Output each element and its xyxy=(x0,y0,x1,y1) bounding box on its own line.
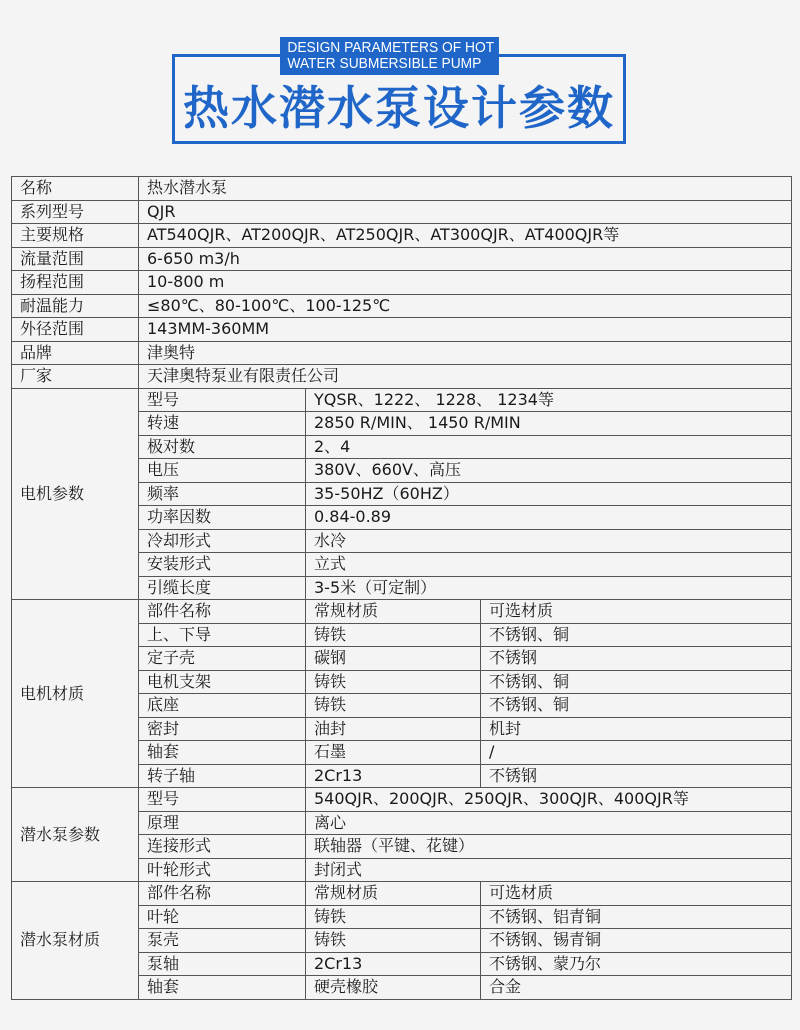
page-header xyxy=(0,0,800,175)
part-name: 轴套 xyxy=(139,741,306,765)
part-name: 电机支架 xyxy=(139,670,306,694)
part-name: 叶轮 xyxy=(139,905,306,929)
param-label: 频率 xyxy=(139,482,306,506)
param-label: 功率因数 xyxy=(139,506,306,530)
table-row xyxy=(12,318,792,342)
normal-material: 2Cr13 xyxy=(306,952,481,976)
section-title: 潜水泵参数 xyxy=(12,788,139,882)
param-value: 立式 xyxy=(306,553,792,577)
table-row xyxy=(12,788,792,812)
param-value: 540QJR、200QJR、250QJR、300QJR、400QJR等 xyxy=(306,788,792,812)
row-value: 6-650 m3/h xyxy=(139,247,792,271)
optional-material: 机封 xyxy=(481,717,792,741)
normal-material: 硬壳橡胶 xyxy=(306,976,481,1000)
param-value: 联轴器（平键、花键） xyxy=(306,835,792,859)
param-label: 安装形式 xyxy=(139,553,306,577)
section-title: 潜水泵材质 xyxy=(12,882,139,1000)
optional-material: 不锈钢、铜 xyxy=(481,694,792,718)
param-value: 封闭式 xyxy=(306,858,792,882)
optional-material: 合金 xyxy=(481,976,792,1000)
optional-material: 不锈钢 xyxy=(481,647,792,671)
param-label: 叶轮形式 xyxy=(139,858,306,882)
part-name: 定子壳 xyxy=(139,647,306,671)
part-name: 上、下导 xyxy=(139,623,306,647)
param-label: 极对数 xyxy=(139,435,306,459)
normal-material: 铸铁 xyxy=(306,670,481,694)
row-label: 耐温能力 xyxy=(12,294,139,318)
param-label: 冷却形式 xyxy=(139,529,306,553)
row-label: 名称 xyxy=(12,177,139,201)
row-label: 品牌 xyxy=(12,341,139,365)
part-name: 泵轴 xyxy=(139,952,306,976)
normal-material: 油封 xyxy=(306,717,481,741)
row-value: 热水潜水泵 xyxy=(139,177,792,201)
normal-material: 铸铁 xyxy=(306,929,481,953)
table-row xyxy=(12,271,792,295)
row-value: AT540QJR、AT200QJR、AT250QJR、AT300QJR、AT400QJR等 xyxy=(139,224,792,248)
spec-table xyxy=(11,176,792,1000)
param-label: 连接形式 xyxy=(139,835,306,859)
optional-material: 不锈钢、铝青铜 xyxy=(481,905,792,929)
table-row xyxy=(12,365,792,389)
row-label: 外径范围 xyxy=(12,318,139,342)
table-row xyxy=(12,177,792,201)
param-value: 35-50HZ（60HZ） xyxy=(306,482,792,506)
optional-material: / xyxy=(481,741,792,765)
row-label: 扬程范围 xyxy=(12,271,139,295)
table-row xyxy=(12,882,792,906)
normal-material: 碳钢 xyxy=(306,647,481,671)
param-value: 3-5米（可定制） xyxy=(306,576,792,600)
part-name: 部件名称 xyxy=(139,882,306,906)
part-name: 底座 xyxy=(139,694,306,718)
optional-material: 不锈钢、铜 xyxy=(481,623,792,647)
param-value: 离心 xyxy=(306,811,792,835)
normal-material: 常规材质 xyxy=(306,882,481,906)
row-value: 143MM-360MM xyxy=(139,318,792,342)
normal-material: 石墨 xyxy=(306,741,481,765)
param-label: 原理 xyxy=(139,811,306,835)
table-row xyxy=(12,247,792,271)
table-row xyxy=(12,341,792,365)
section-title: 电机参数 xyxy=(12,388,139,600)
part-name: 轴套 xyxy=(139,976,306,1000)
english-title-line-2: WATER SUBMERSIBLE PUMP xyxy=(287,55,482,72)
part-name: 密封 xyxy=(139,717,306,741)
row-value: 10-800 m xyxy=(139,271,792,295)
param-value: 0.84-0.89 xyxy=(306,506,792,530)
row-value: ≤80℃、80-100℃、100-125℃ xyxy=(139,294,792,318)
part-name: 泵壳 xyxy=(139,929,306,953)
param-label: 型号 xyxy=(139,388,306,412)
param-value: 水冷 xyxy=(306,529,792,553)
part-name: 转子轴 xyxy=(139,764,306,788)
normal-material: 铸铁 xyxy=(306,905,481,929)
param-label: 转速 xyxy=(139,412,306,436)
optional-material: 可选材质 xyxy=(481,600,792,624)
table-row xyxy=(12,388,792,412)
param-label: 引缆长度 xyxy=(139,576,306,600)
param-label: 型号 xyxy=(139,788,306,812)
english-title-line-1: DESIGN PARAMETERS OF HOT xyxy=(287,39,495,56)
table-row xyxy=(12,200,792,224)
row-value: 津奥特 xyxy=(139,341,792,365)
table-row xyxy=(12,294,792,318)
param-label: 电压 xyxy=(139,459,306,483)
normal-material: 铸铁 xyxy=(306,694,481,718)
optional-material: 不锈钢、蒙乃尔 xyxy=(481,952,792,976)
row-value: 天津奥特泵业有限责任公司 xyxy=(139,365,792,389)
optional-material: 不锈钢、铜 xyxy=(481,670,792,694)
row-label: 流量范围 xyxy=(12,247,139,271)
optional-material: 不锈钢 xyxy=(481,764,792,788)
part-name: 部件名称 xyxy=(139,600,306,624)
normal-material: 常规材质 xyxy=(306,600,481,624)
row-label: 系列型号 xyxy=(12,200,139,224)
table-row xyxy=(12,600,792,624)
param-value: 2850 R/MIN、 1450 R/MIN xyxy=(306,412,792,436)
optional-material: 不锈钢、锡青铜 xyxy=(481,929,792,953)
row-label: 厂家 xyxy=(12,365,139,389)
row-label: 主要规格 xyxy=(12,224,139,248)
page-title: 热水潜水泵设计参数 xyxy=(183,81,615,135)
english-title-badge xyxy=(280,37,499,75)
param-value: YQSR、1222、 1228、 1234等 xyxy=(306,388,792,412)
row-value: QJR xyxy=(139,200,792,224)
section-title: 电机材质 xyxy=(12,600,139,788)
table-row xyxy=(12,224,792,248)
optional-material: 可选材质 xyxy=(481,882,792,906)
normal-material: 2Cr13 xyxy=(306,764,481,788)
param-value: 2、4 xyxy=(306,435,792,459)
param-value: 380V、660V、高压 xyxy=(306,459,792,483)
normal-material: 铸铁 xyxy=(306,623,481,647)
